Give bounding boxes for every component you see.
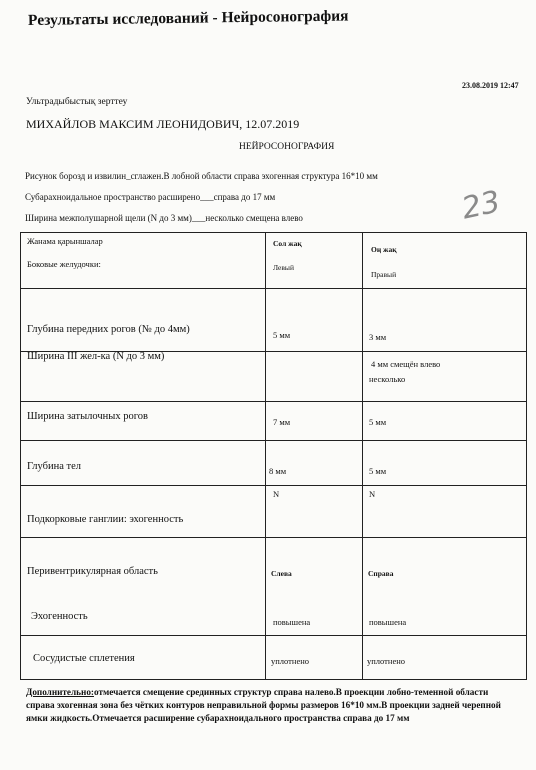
table-header-left-ru: Левый	[273, 263, 294, 272]
table-divider-left	[265, 233, 266, 679]
row-left-value: 7 мм	[273, 417, 291, 427]
row-left-value: 5 мм	[273, 330, 291, 340]
row-right-value: 5 мм	[369, 466, 387, 476]
row-left-value: повышена	[273, 617, 311, 627]
finding-subarachnoid: Субарахноидальное пространство расширено___справа до 17 мм	[25, 192, 276, 202]
additional-notes-label: Дополнительно:	[26, 687, 94, 697]
table-row-line	[21, 635, 526, 636]
row-right-value: 3 мм	[369, 332, 387, 342]
row-right-value: 4 мм смещён влево	[371, 359, 441, 369]
page-title: Результаты исследований - Нейросонография	[27, 7, 349, 29]
finding-interhemispheric: Ширина межполушарной щели (N до 3 мм)___несколько смещена влево	[25, 213, 303, 223]
row-right-subheader: Справа	[368, 569, 394, 578]
table-row-line	[21, 288, 526, 289]
ventricles-table	[20, 232, 527, 680]
kz-section-label: Ультрадыбыстық зерттеу	[26, 97, 128, 107]
table-header-ru: Боковые желудочки:	[27, 259, 101, 269]
table-header-left-kz: Сол жақ	[273, 239, 302, 248]
additional-notes-text: отмечается смещение срединных структур справа налево.В проекции лобно-теменной области справа эхогенная зона без чётких контуров неправильной формы размеров 16*10 мм.В проекции задней черепной ямки жидкость.Отмечается расширение субарахноидального пространства справа до 17 мм	[26, 687, 501, 723]
table-row-line	[21, 401, 526, 402]
row-left-value: 8 мм	[269, 466, 287, 476]
row-label: Ширина затылочных рогов	[27, 411, 148, 422]
row-label-2: Эхогенность	[31, 611, 88, 622]
row-label: Глубина передних рогов (№ до 4мм)	[27, 324, 190, 335]
row-label: Перивентрикулярная область	[27, 566, 158, 577]
row-right-value: повышена	[369, 617, 407, 627]
row-right-value-2: несколько	[369, 374, 406, 384]
report-datetime: 23.08.2019 12:47	[462, 81, 519, 90]
row-label: Ширина III жел-ка (N до 3 мм)	[27, 351, 165, 362]
handwritten-note: 23	[458, 184, 504, 227]
table-header-right-ru: Правый	[371, 270, 397, 279]
exam-subtitle: НЕЙРОСОНОГРАФИЯ	[239, 142, 335, 152]
row-left-value: N	[273, 489, 280, 499]
table-row-line	[21, 537, 526, 538]
additional-notes	[26, 686, 518, 724]
table-header-right-kz: Оң жақ	[371, 245, 397, 254]
row-right-value: уплотнено	[367, 656, 406, 666]
patient-name: МИХАЙЛОВ МАКСИМ ЛЕОНИДОВИЧ, 12.07.2019	[26, 117, 300, 131]
table-divider-right	[362, 233, 363, 679]
row-left-subheader: Слева	[271, 569, 292, 578]
row-right-value: N	[369, 489, 376, 499]
table-row-line	[21, 440, 526, 441]
row-label: Подкорковые ганглии: эхогенность	[27, 514, 184, 525]
row-label: Сосудистые сплетения	[33, 653, 135, 664]
table-row-line	[21, 485, 526, 486]
row-right-value: 5 мм	[369, 417, 387, 427]
table-header-kz: Жанама қарыншалар	[27, 236, 103, 246]
finding-sulci: Рисунок борозд и извилин_сглажен.В лобной области справа эхогенная структура 16*10 мм	[25, 171, 378, 181]
row-left-value: уплотнено	[271, 656, 310, 666]
row-label: Глубина тел	[27, 461, 81, 472]
